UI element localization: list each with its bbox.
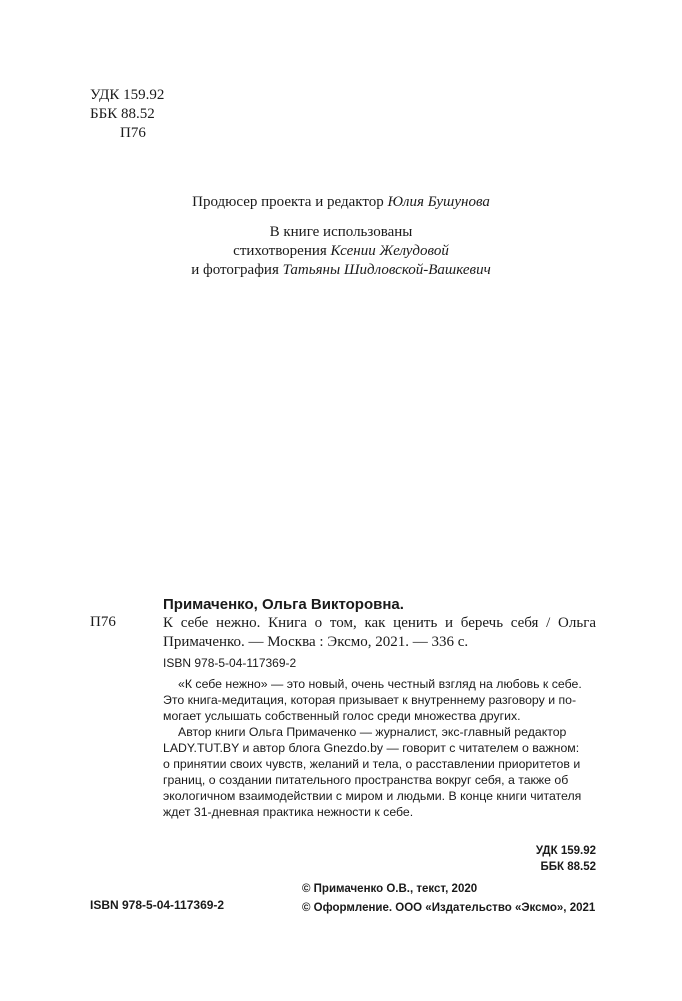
producer-credit	[0, 193, 682, 212]
annotation-line: ждет 31-дневная практика нежности к себе.	[163, 805, 414, 819]
footer-isbn: ISBN 978-5-04-117369-2	[90, 898, 225, 912]
bibliographic-description: К себе нежно. Книга о том, как ценить и беречь себя / Ольга Примаченко. — Москва : Эксмо, 2021. — 336 с.	[163, 615, 596, 650]
annotation-line: Это книга-медитация, которая призывает к внутреннему разговору и по-	[163, 693, 577, 707]
annotation-line: экологичном взаимодействии с миром и людьми. В конце книги читателя	[163, 789, 582, 803]
photo-credit	[0, 261, 682, 280]
bbk-code-top: ББК 88.52	[90, 106, 155, 122]
annotation-line: LADY.TUT.BY и автор блога Gnezdo.by — говорит с читателем о важном:	[163, 741, 580, 755]
annotation-line: о принятии своих чувств, желаний и тела, о расставлении приоритетов и	[163, 757, 581, 771]
photo-label: и фотография	[191, 262, 283, 278]
author-sign-top: П76	[120, 125, 146, 141]
annotation-paragraph-2	[163, 724, 596, 820]
annotation-line: могает услышать собственный голос среди множества других.	[163, 709, 521, 723]
producer-name: Юлия Бушунова	[387, 194, 490, 210]
annotation-line: Автор книги Ольга Примаченко — журналист, экс-главный редактор	[178, 725, 567, 739]
copyright-design: © Оформление. ООО «Издательство «Эксмо», 2021	[302, 902, 596, 914]
poet-name: Ксении Желудовой	[330, 243, 449, 259]
used-in-book-line: В книге использованы	[269, 224, 413, 240]
producer-label: Продюсер проекта и редактор	[192, 194, 388, 210]
copyright-text: © Примаченко О.В., текст, 2020	[302, 883, 478, 895]
annotation	[163, 676, 596, 820]
record-isbn: ISBN 978-5-04-117369-2	[163, 656, 297, 670]
annotation-line: «К себе нежно» — это новый, очень честный взгляд на любовь к себе.	[178, 677, 582, 691]
record-author: Примаченко, Ольга Викторовна.	[163, 596, 404, 613]
annotation-paragraph-1	[163, 676, 596, 724]
poems-credit	[0, 242, 682, 261]
record-author-sign: П76	[90, 614, 116, 630]
udk-code-top: УДК 159.92	[90, 87, 165, 103]
copyright-block	[302, 880, 595, 918]
record-udk: УДК 159.92	[535, 845, 596, 857]
poems-label: стихотворения	[233, 243, 331, 259]
annotation-line: границ, о создании питательного пространства вокруг себя, а также об	[163, 773, 569, 787]
record-codes	[536, 843, 596, 875]
photographer-name: Татьяны Шидловской-Вашкевич	[282, 262, 491, 278]
record-bbk: ББК 88.52	[540, 861, 596, 873]
